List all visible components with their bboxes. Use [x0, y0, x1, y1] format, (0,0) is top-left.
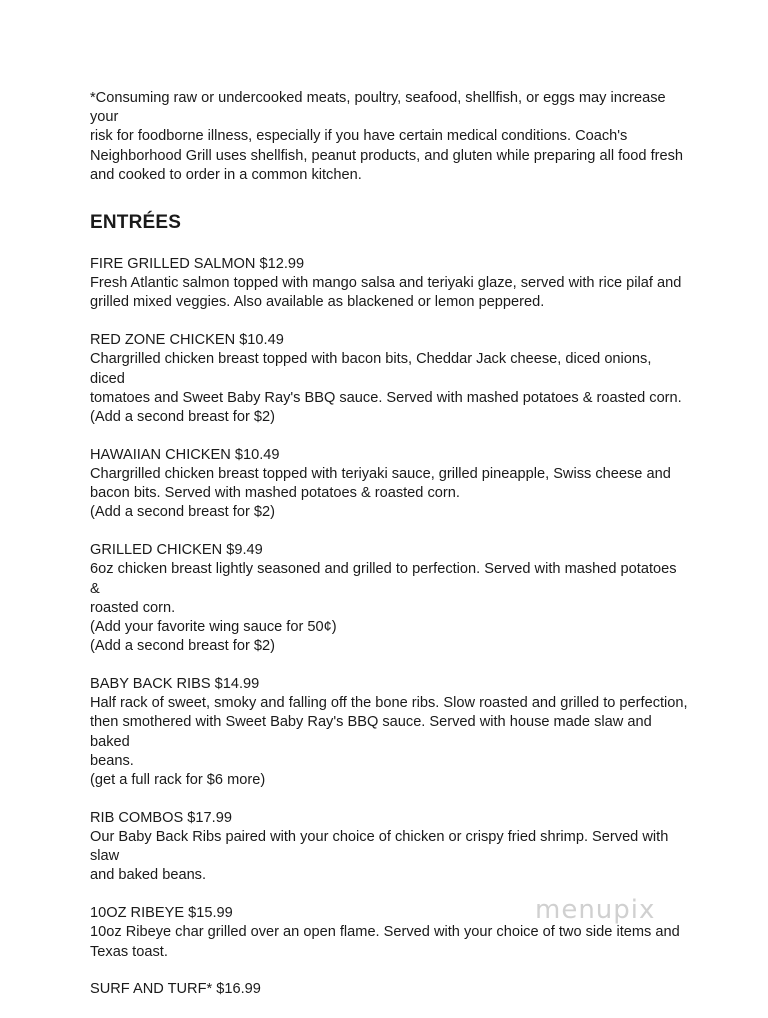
menu-item	[90, 541, 690, 656]
menu-item-description: Chargrilled chicken breast topped with teriyaki sauce, grilled pineapple, Swiss cheese and bacon bits. Served with mashed potatoes & roasted corn.	[90, 466, 671, 502]
menu-item-title: RED ZONE CHICKEN $10.49	[90, 332, 284, 349]
menu-item-description: 6oz chicken breast lightly seasoned and grilled to perfection. Served with mashed potatoes & roasted corn.	[90, 561, 677, 616]
menu-item	[90, 255, 690, 313]
menu-item-title: FIRE GRILLED SALMON $12.99	[90, 256, 305, 273]
menu-item-note: (Add a second breast for $2)	[90, 504, 275, 521]
menu-item-description: 10oz Ribeye char grilled over an open flame. Served with your choice of two side items and Texas toast.	[90, 924, 680, 960]
menu-page	[90, 89, 690, 1018]
menu-item	[90, 675, 690, 790]
menu-item-title: GRILLED CHICKEN $9.49	[90, 542, 263, 559]
menu-item-title: BABY BACK RIBS $14.99	[90, 676, 260, 693]
menu-item-title: SURF AND TURF* $16.99	[90, 981, 261, 998]
menu-item	[90, 331, 690, 427]
menupix-watermark: menupix	[535, 895, 656, 925]
menu-item	[90, 809, 690, 886]
menu-item-title: RIB COMBOS $17.99	[90, 809, 232, 826]
menu-item-title: HAWAIIAN CHICKEN $10.49	[90, 446, 280, 463]
menu-item	[90, 980, 690, 999]
menu-item-description: Fresh Atlantic salmon topped with mango salsa and teriyaki glaze, served with rice pilaf and grilled mixed veggies. Also available as blackened or lemon peppered.	[90, 275, 682, 311]
menu-item-title: 10OZ RIBEYE $15.99	[90, 905, 233, 922]
section-title-entrees: ENTRÉES	[90, 212, 182, 234]
menu-item-note: (Add your favorite wing sauce for 50¢)	[90, 619, 337, 636]
allergy-disclaimer: *Consuming raw or undercooked meats, poultry, seafood, shellfish, or eggs may increase your risk for foodborne illness, especially if you have certain medical conditions. Coach's Neighborhood Grill uses shellfish, peanut products, and gluten while preparing all food fresh and cooked to order in a common kitchen.	[90, 90, 684, 183]
menu-item	[90, 446, 690, 523]
menu-items-list	[90, 255, 690, 1000]
menu-item-note: (Add a second breast for $2)	[90, 638, 275, 655]
menu-item-note: (get a full rack for $6 more)	[90, 772, 266, 789]
menu-item-description: Half rack of sweet, smoky and falling off the bone ribs. Slow roasted and grilled to perfection, then smothered with Sweet Baby Ray's BBQ sauce. Served with house made slaw and baked beans.	[90, 695, 688, 769]
menu-item-description: Our Baby Back Ribs paired with your choice of chicken or crispy fried shrimp. Served with slaw and baked beans.	[90, 829, 669, 884]
menu-item-description: Chargrilled chicken breast topped with bacon bits, Cheddar Jack cheese, diced onions, diced tomatoes and Sweet Baby Ray's BBQ sauce. Served with mashed potatoes & roasted corn.	[90, 351, 682, 406]
menu-item-note: (Add a second breast for $2)	[90, 409, 275, 426]
